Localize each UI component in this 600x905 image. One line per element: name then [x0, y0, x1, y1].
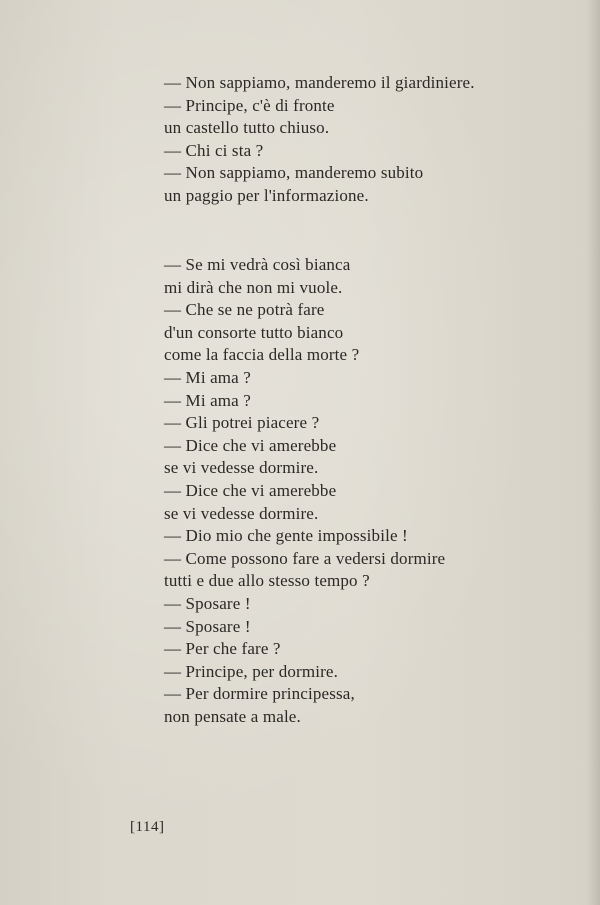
verse-line: un castello tutto chiuso. — [164, 118, 330, 138]
verse-line: come la faccia della morte ? — [164, 345, 360, 365]
verse-line: — Per dormire principessa, — [164, 684, 355, 704]
verse-line: tutti e due allo stesso tempo ? — [164, 571, 370, 591]
verse-line: mi dirà che non mi vuole. — [164, 277, 343, 297]
verse-line: un paggio per l'informazione. — [164, 185, 369, 205]
verse-line: — Non sappiamo, manderemo subito — [164, 163, 424, 183]
verse-line: — Dice che vi amerebbe — [164, 435, 337, 455]
verse-line: — Mi ama ? — [164, 390, 251, 410]
verse-line: se vi vedesse dormire. — [164, 503, 319, 523]
verse-line: — Che se ne potrà fare — [164, 300, 325, 320]
verse-line: — Come possono fare a vedersi dormire — [164, 548, 446, 568]
verse-line: se vi vedesse dormire. — [164, 458, 319, 478]
verse-line: — Se mi vedrà così bianca — [164, 255, 351, 274]
verse-line: — Sposare ! — [164, 593, 251, 613]
verse-line: — Dio mio che gente impossibile ! — [164, 526, 408, 546]
verse-line: d'un consorte tutto bianco — [164, 322, 344, 342]
verse-line: — Sposare ! — [164, 616, 251, 636]
stanza-2 — [164, 254, 445, 728]
page-number: [114] — [130, 819, 165, 835]
verse-line: — Mi ama ? — [164, 367, 251, 387]
stanza-1 — [164, 72, 475, 208]
verse-line: — Gli potrei piacere ? — [164, 413, 320, 433]
verse-line: — Principe, per dormire. — [164, 661, 339, 681]
verse-line: non pensate a male. — [164, 706, 301, 726]
verse-line: — Non sappiamo, manderemo il giardiniere. — [164, 73, 475, 92]
verse-line: — Principe, c'è di fronte — [164, 95, 335, 115]
verse-line: — Chi ci sta ? — [164, 140, 264, 160]
verse-line: — Dice che vi amerebbe — [164, 480, 337, 500]
verse-line: — Per che fare ? — [164, 639, 281, 659]
